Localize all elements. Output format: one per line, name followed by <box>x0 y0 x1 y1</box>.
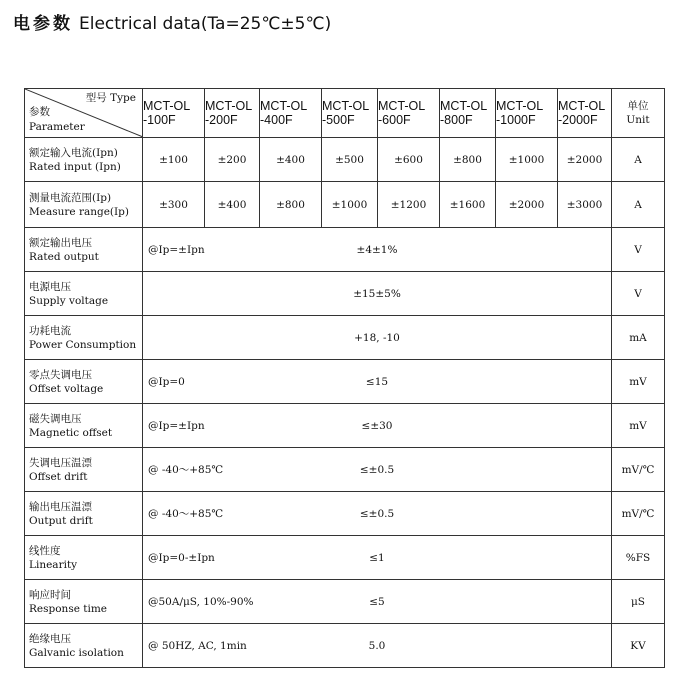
table-row <box>25 536 665 580</box>
model-header <box>558 89 612 138</box>
value-text: 5.0 <box>368 639 386 652</box>
value-cell: ±1000 <box>496 138 558 182</box>
condition-text: @ 50HZ, AC, 1min <box>148 639 247 652</box>
condition-text: @ -40～+85℃ <box>148 507 224 520</box>
merged-value-cell <box>143 404 612 448</box>
condition-text: @Ip=0 <box>148 375 185 388</box>
param-cell <box>25 580 143 624</box>
param-cn: 失调电压温漂 <box>29 456 92 469</box>
model-header <box>378 89 440 138</box>
merged-value-cell <box>143 272 612 316</box>
condition-text: @Ip=±Ipn <box>148 419 205 432</box>
value-cell: ±600 <box>378 138 440 182</box>
table-row <box>25 272 665 316</box>
model-header <box>496 89 558 138</box>
param-en: Offset drift <box>29 470 88 483</box>
param-cn: 线性度 <box>29 544 61 557</box>
param-cn: 额定输出电压 <box>29 236 92 249</box>
unit-cell: %FS <box>612 536 665 580</box>
param-en: Galvanic isolation <box>29 646 124 659</box>
title-en: Electrical data(Ta=25℃±5℃) <box>79 14 332 34</box>
value-text: ≤±30 <box>361 419 393 432</box>
value-cell: ±500 <box>322 138 378 182</box>
table-row <box>25 228 665 272</box>
model-header <box>205 89 260 138</box>
unit-header <box>612 89 665 138</box>
model-header <box>143 89 205 138</box>
condition-text: @50A/μS, 10%-90% <box>148 595 254 608</box>
param-en: Supply voltage <box>29 294 109 307</box>
condition-text: @ -40～+85℃ <box>148 463 224 476</box>
value-cell: ±3000 <box>558 182 612 228</box>
param-en: Rated input (Ipn) <box>29 160 121 173</box>
unit-cell: A <box>612 138 665 182</box>
value-cell: ±800 <box>440 138 496 182</box>
value-cell: ±100 <box>143 138 205 182</box>
param-en: Linearity <box>29 558 78 571</box>
model-line-1: MCT-OL <box>496 99 544 113</box>
merged-value-cell <box>143 580 612 624</box>
condition-text: @Ip=±Ipn <box>148 243 205 256</box>
value-cell: ±1200 <box>378 182 440 228</box>
model-line-2: -200F <box>205 113 238 127</box>
value-cell: ±200 <box>205 138 260 182</box>
unit-cell: mV <box>612 360 665 404</box>
merged-value-cell <box>143 536 612 580</box>
unit-cell: V <box>612 272 665 316</box>
param-cn: 零点失调电压 <box>29 368 92 381</box>
value-cell: ±800 <box>260 182 322 228</box>
merged-value-cell <box>143 624 612 668</box>
unit-cell: V <box>612 228 665 272</box>
model-line-2: -1000F <box>496 113 536 127</box>
unit-cell: KV <box>612 624 665 668</box>
param-en: Response time <box>29 602 108 615</box>
unit-cell: μS <box>612 580 665 624</box>
param-cell <box>25 360 143 404</box>
table-row <box>25 580 665 624</box>
unit-cell: A <box>612 182 665 228</box>
value-cell: ±400 <box>260 138 322 182</box>
param-cell <box>25 182 143 228</box>
model-line-1: MCT-OL <box>260 99 308 113</box>
value-cell: ±300 <box>143 182 205 228</box>
value-text: ≤1 <box>369 551 385 564</box>
param-cell <box>25 316 143 360</box>
param-cn: 功耗电流 <box>29 324 71 337</box>
param-en: Rated output <box>29 250 99 263</box>
unit-header-cn: 单位 <box>627 100 649 112</box>
param-cell <box>25 492 143 536</box>
model-line-2: -2000F <box>558 113 598 127</box>
value-text: +18, -10 <box>354 331 400 344</box>
table-row <box>25 624 665 668</box>
title-cn: 电参数 <box>13 14 73 34</box>
table-row <box>25 182 665 228</box>
value-text: ≤5 <box>369 595 385 608</box>
parameter-label <box>29 105 85 135</box>
value-text: ±15±5% <box>353 287 401 300</box>
table-row <box>25 404 665 448</box>
param-cn: 磁失调电压 <box>29 412 82 425</box>
param-cell <box>25 138 143 182</box>
param-en: Magnetic offset <box>29 426 113 439</box>
type-label: 型号 Type <box>85 92 136 104</box>
param-en: Measure range(Ip) <box>29 205 129 218</box>
value-text: ±4±1% <box>356 243 398 256</box>
parameter-label-en: Parameter <box>29 121 85 133</box>
electrical-data-table <box>24 88 665 668</box>
table-row <box>25 138 665 182</box>
model-line-2: -800F <box>440 113 473 127</box>
param-cn: 输出电压温漂 <box>29 500 92 513</box>
value-text: ≤±0.5 <box>359 507 395 520</box>
param-en: Power Consumption <box>29 338 137 351</box>
page-title <box>13 9 331 34</box>
model-line-1: MCT-OL <box>558 99 606 113</box>
model-line-1: MCT-OL <box>322 99 370 113</box>
value-text: ≤15 <box>365 375 389 388</box>
merged-value-cell <box>143 360 612 404</box>
header-corner-cell <box>25 89 143 138</box>
merged-value-cell <box>143 492 612 536</box>
unit-header-en: Unit <box>626 114 650 126</box>
param-cn: 电源电压 <box>29 280 71 293</box>
param-cn: 响应时间 <box>29 588 71 601</box>
value-cell: ±2000 <box>558 138 612 182</box>
unit-cell: mA <box>612 316 665 360</box>
model-line-1: MCT-OL <box>378 99 426 113</box>
unit-cell: mV/℃ <box>612 492 665 536</box>
merged-value-cell <box>143 448 612 492</box>
model-line-1: MCT-OL <box>440 99 488 113</box>
table-row <box>25 448 665 492</box>
model-line-1: MCT-OL <box>205 99 253 113</box>
value-cell: ±1600 <box>440 182 496 228</box>
model-header <box>440 89 496 138</box>
param-cn: 额定输入电流(Ipn) <box>29 146 118 159</box>
value-text: ≤±0.5 <box>359 463 395 476</box>
model-header <box>322 89 378 138</box>
param-cn: 绝缘电压 <box>29 632 71 645</box>
value-cell: ±400 <box>205 182 260 228</box>
merged-value-cell <box>143 228 612 272</box>
param-cell <box>25 624 143 668</box>
param-cn: 测量电流范围(Ip) <box>29 191 112 204</box>
table-row <box>25 492 665 536</box>
condition-text: @Ip=0-±Ipn <box>148 551 215 564</box>
table-header-row <box>25 89 665 138</box>
param-cell <box>25 228 143 272</box>
model-line-2: -600F <box>378 113 411 127</box>
model-header <box>260 89 322 138</box>
unit-cell: mV/℃ <box>612 448 665 492</box>
merged-value-cell <box>143 316 612 360</box>
param-cell <box>25 536 143 580</box>
value-cell: ±1000 <box>322 182 378 228</box>
table-row <box>25 316 665 360</box>
param-en: Output drift <box>29 514 93 527</box>
model-line-2: -400F <box>260 113 293 127</box>
param-en: Offset voltage <box>29 382 104 395</box>
model-line-1: MCT-OL <box>143 99 191 113</box>
value-cell: ±2000 <box>496 182 558 228</box>
param-cell <box>25 448 143 492</box>
parameter-label-cn: 参数 <box>29 106 50 118</box>
table-row <box>25 360 665 404</box>
model-line-2: -100F <box>143 113 176 127</box>
param-cell <box>25 272 143 316</box>
param-cell <box>25 404 143 448</box>
unit-cell: mV <box>612 404 665 448</box>
model-line-2: -500F <box>322 113 355 127</box>
